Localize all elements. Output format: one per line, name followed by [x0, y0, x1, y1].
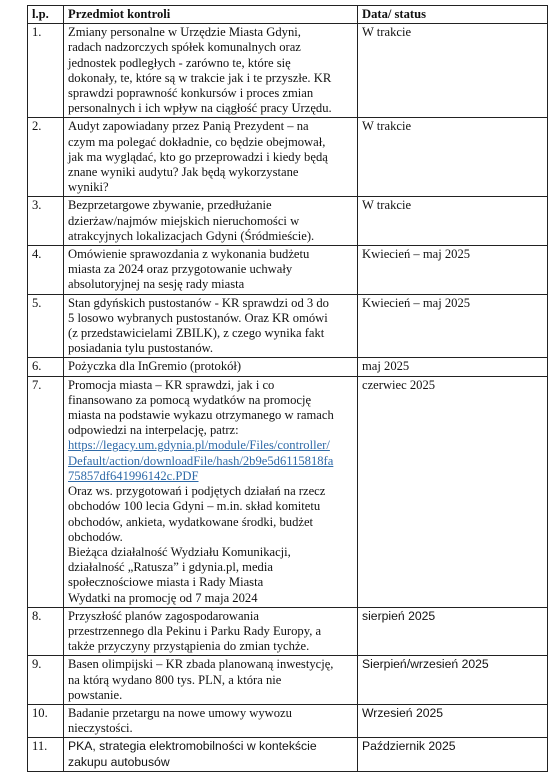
row-number: 6. — [28, 358, 64, 376]
subject-line: dokonały, te, które są w trakcie jak i te przyszłe. KR — [68, 70, 332, 85]
row-status: Kwiecień – maj 2025 — [358, 294, 548, 358]
row-number: 1. — [28, 24, 64, 118]
table-row — [28, 294, 548, 358]
row-number: 2. — [28, 118, 64, 197]
subject-line: absolutoryjnej na sesję rady miasta — [68, 277, 245, 292]
subject-line: obchodów, ankieta, wydatkowane środki, budżet — [68, 514, 314, 529]
table-row — [28, 656, 548, 705]
subject-line: dzierżaw/najmów miejskich nieruchomości w — [68, 213, 300, 228]
row-subject — [64, 656, 358, 705]
subject-line: Zmiany personalne w Urzędzie Miasta Gdyni, — [68, 25, 301, 40]
row-status: Wrzesień 2025 — [358, 704, 548, 737]
row-status: W trakcie — [358, 197, 548, 246]
subject-line: miasta za 2024 oraz przygotowanie uchwały — [68, 262, 293, 277]
subject-line: obchodów. — [68, 529, 123, 544]
row-subject — [64, 294, 358, 358]
row-number: 5. — [28, 294, 64, 358]
subject-line: jak ma wyglądać, kto go przeprowadzi i kiedy będą — [68, 149, 328, 164]
row-status: W trakcie — [358, 24, 548, 118]
subject-line: Wydatki na promocję od 7 maja 2024 — [68, 590, 258, 605]
subject-line: czym ma polegać dokładnie, co będzie obejmował, — [68, 134, 326, 149]
row-status: maj 2025 — [358, 358, 548, 376]
subject-line: Badanie przetargu na nowe umowy wywozu — [68, 705, 292, 720]
row-status: czerwiec 2025 — [358, 376, 548, 607]
subject-line: nieczystości. — [68, 721, 133, 736]
row-number: 8. — [28, 607, 64, 656]
subject-line: Omówienie sprawozdania z wykonania budżetu — [68, 247, 310, 262]
row-subject — [64, 197, 358, 246]
subject-line: PKA, strategia elektromobilności w kontekście — [68, 739, 317, 754]
subject-line: zakupu autobusów — [68, 754, 170, 769]
control-table — [27, 5, 548, 772]
row-subject — [64, 24, 358, 118]
header-lp: l.p. — [28, 6, 64, 24]
row-subject — [64, 358, 358, 376]
subject-line: Audyt zapowiadany przez Panią Prezydent – na — [68, 119, 309, 134]
table-row — [28, 197, 548, 246]
subject-line: jednostek podległych - zarówno te, które się — [68, 55, 291, 70]
subject-line: posiadania tylu pustostanów. — [68, 341, 214, 356]
subject-line: Przyszłość planów zagospodarowania — [68, 608, 259, 623]
header-row — [28, 6, 548, 24]
table-row — [28, 24, 548, 118]
subject-line: powstanie. — [68, 687, 123, 702]
row-number: 4. — [28, 246, 64, 295]
subject-line: 5 losowo wybranych pustostanów. Oraz KR omówi — [68, 310, 328, 325]
row-subject — [64, 118, 358, 197]
subject-line: Bezprzetargowe zbywanie, przedłużanie — [68, 198, 272, 213]
subject-line: działalność „Ratusza” i gdynia.pl, media — [68, 560, 273, 575]
subject-line: miasta na podstawie wykazu otrzymanego w ramach — [68, 408, 334, 423]
subject-line: na którą wydano 800 tys. PLN, a która nie — [68, 672, 282, 687]
subject-line: przestrzennego dla Pekinu i Parku Rady Europy, a — [68, 623, 322, 638]
row-number: 3. — [28, 197, 64, 246]
row-subject — [64, 704, 358, 737]
table-row — [28, 376, 548, 607]
row-subject — [64, 246, 358, 295]
row-status: Październik 2025 — [358, 738, 548, 771]
row-subject — [64, 376, 358, 607]
subject-line: (z przedstawicielami ZBILK), z czego wynika fakt — [68, 326, 325, 341]
subject-line: obchodów 100 lecia Gdyni – m.in. skład komitetu — [68, 499, 321, 514]
subject-line: wyniki? — [68, 180, 109, 195]
interpellation-link[interactable]: Default/action/downloadFile/hash/2b9e5d6115818fa — [68, 453, 334, 468]
subject-line: Stan gdyńskich pustostanów - KR sprawdzi od 3 do — [68, 295, 329, 310]
row-number: 10. — [28, 704, 64, 737]
row-number: 7. — [28, 376, 64, 607]
subject-line: radach nadzorczych spółek komunalnych oraz — [68, 40, 301, 55]
subject-line: finansowano za pomocą wydatków na promocję — [68, 392, 312, 407]
row-status: W trakcie — [358, 118, 548, 197]
table-row — [28, 118, 548, 197]
subject-line: także przyczyny przystąpienia do zmian tychże. — [68, 639, 310, 654]
subject-line: sprawdzi poprawność konkursów i proces zmian — [68, 86, 314, 101]
subject-line: odpowiedzi na interpelację, patrz: — [68, 423, 239, 438]
header-status: Data/ status — [358, 6, 548, 24]
interpellation-link[interactable]: https://legacy.um.gdynia.pl/module/Files/controller/ — [68, 438, 330, 453]
subject-line: Pożyczka dla InGremio (protokół) — [68, 359, 242, 374]
row-status: sierpień 2025 — [358, 607, 548, 656]
table-row — [28, 358, 548, 376]
subject-line: Promocja miasta – KR sprawdzi, jak i co — [68, 377, 275, 392]
subject-line: Oraz ws. przygotowań i podjętych działań na rzecz — [68, 484, 326, 499]
subject-line: personalnych i ich wpływ na ciągłość pracy Urzędu. — [68, 101, 332, 116]
subject-line: Basen olimpijski – KR zbada planowaną inwestycję, — [68, 657, 334, 672]
subject-line: społecznościowe miasta i Rady Miasta — [68, 575, 264, 590]
header-subject: Przedmiot kontroli — [64, 6, 358, 24]
table-row — [28, 704, 548, 737]
table-row — [28, 607, 548, 656]
subject-line: Bieżąca działalność Wydziału Komunikacji, — [68, 544, 291, 559]
row-status: Sierpień/wrzesień 2025 — [358, 656, 548, 705]
subject-line: znane wyniki audytu? Jak będą wykorzystane — [68, 165, 299, 180]
row-number: 11. — [28, 738, 64, 771]
table-row — [28, 246, 548, 295]
row-subject — [64, 607, 358, 656]
interpellation-link[interactable]: 75857df641996142c.PDF — [68, 468, 199, 483]
subject-line: atrakcyjnych lokalizacjach Gdyni (Śródmieście). — [68, 228, 315, 243]
row-status: Kwiecień – maj 2025 — [358, 246, 548, 295]
row-number: 9. — [28, 656, 64, 705]
